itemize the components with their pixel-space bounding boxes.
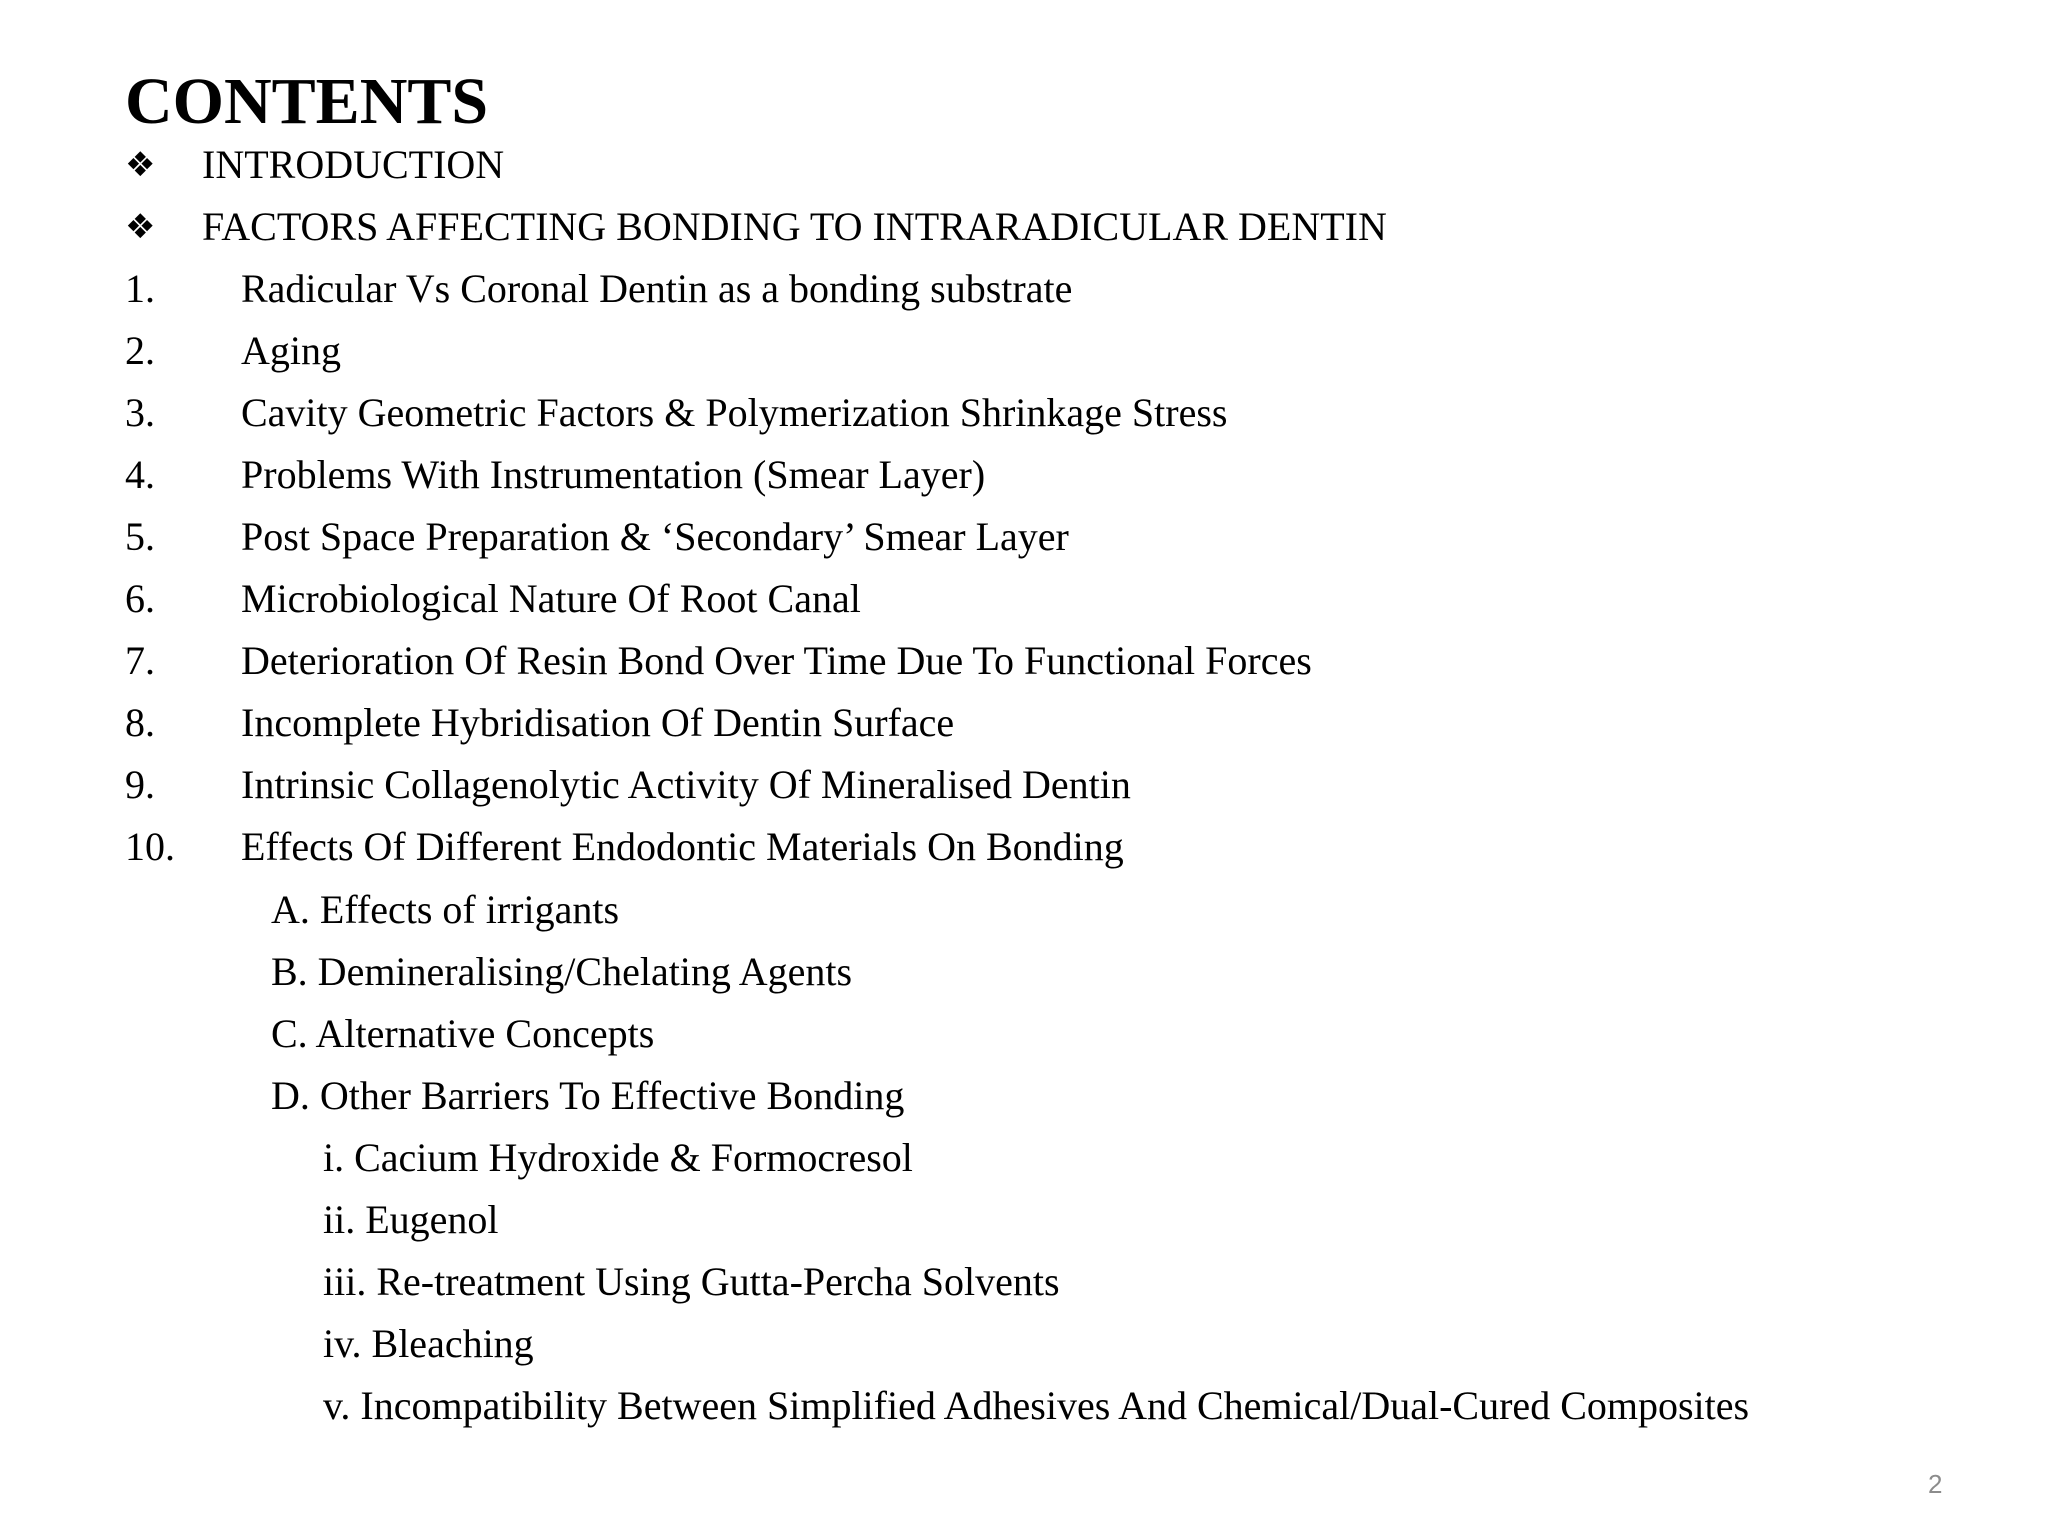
item-text: Cavity Geometric Factors & Polymerization Shrinkage Stress (241, 390, 1228, 435)
sub-sub-item-text: v. Incompatibility Between Simplified Adhesives And Chemical/Dual-Cured Composites (323, 1383, 1750, 1428)
item-number: 9. (125, 762, 155, 807)
item-number: 8. (125, 700, 155, 745)
sub-sub-item-text: iii. Re-treatment Using Gutta-Percha Solvents (323, 1259, 1060, 1304)
sub-item-text: D. Other Barriers To Effective Bonding (271, 1073, 905, 1118)
sub-sub-item-text: ii. Eugenol (323, 1197, 499, 1242)
sub-item-text: B. Demineralising/Chelating Agents (271, 949, 853, 994)
item-text: Radicular Vs Coronal Dentin as a bonding substrate (241, 266, 1073, 311)
item-text: Intrinsic Collagenolytic Activity Of Mineralised Dentin (241, 762, 1131, 807)
item-number: 4. (125, 452, 155, 497)
item-text: Incomplete Hybridisation Of Dentin Surface (241, 700, 955, 745)
item-number: 10. (125, 824, 175, 869)
diamond-bullet-icon: ❖ (125, 145, 156, 185)
page-number: 2 (1928, 1469, 1943, 1499)
item-text: Aging (241, 328, 341, 373)
item-text: Effects Of Different Endodontic Materials On Bonding (241, 824, 1124, 869)
item-number: 1. (125, 266, 155, 311)
item-text: Problems With Instrumentation (Smear Layer) (241, 452, 986, 497)
item-text: Microbiological Nature Of Root Canal (241, 576, 861, 621)
item-number: 2. (125, 328, 155, 373)
item-text: Deterioration Of Resin Bond Over Time Due To Functional Forces (241, 638, 1312, 683)
sub-item-text: A. Effects of irrigants (271, 887, 620, 932)
slide-title: CONTENTS (125, 65, 489, 138)
sub-sub-item-text: i. Cacium Hydroxide & Formocresol (323, 1135, 913, 1180)
sub-item-text: C. Alternative Concepts (271, 1011, 655, 1056)
item-number: 7. (125, 638, 155, 683)
bullet-text: INTRODUCTION (202, 142, 505, 187)
item-text: Post Space Preparation & ‘Secondary’ Smear Layer (241, 514, 1069, 559)
item-number: 5. (125, 514, 155, 559)
item-number: 3. (125, 390, 155, 435)
sub-sub-item-text: iv. Bleaching (323, 1321, 534, 1366)
diamond-bullet-icon: ❖ (125, 207, 156, 247)
bullet-text: FACTORS AFFECTING BONDING TO INTRARADICULAR DENTIN (202, 204, 1387, 249)
item-number: 6. (125, 576, 155, 621)
